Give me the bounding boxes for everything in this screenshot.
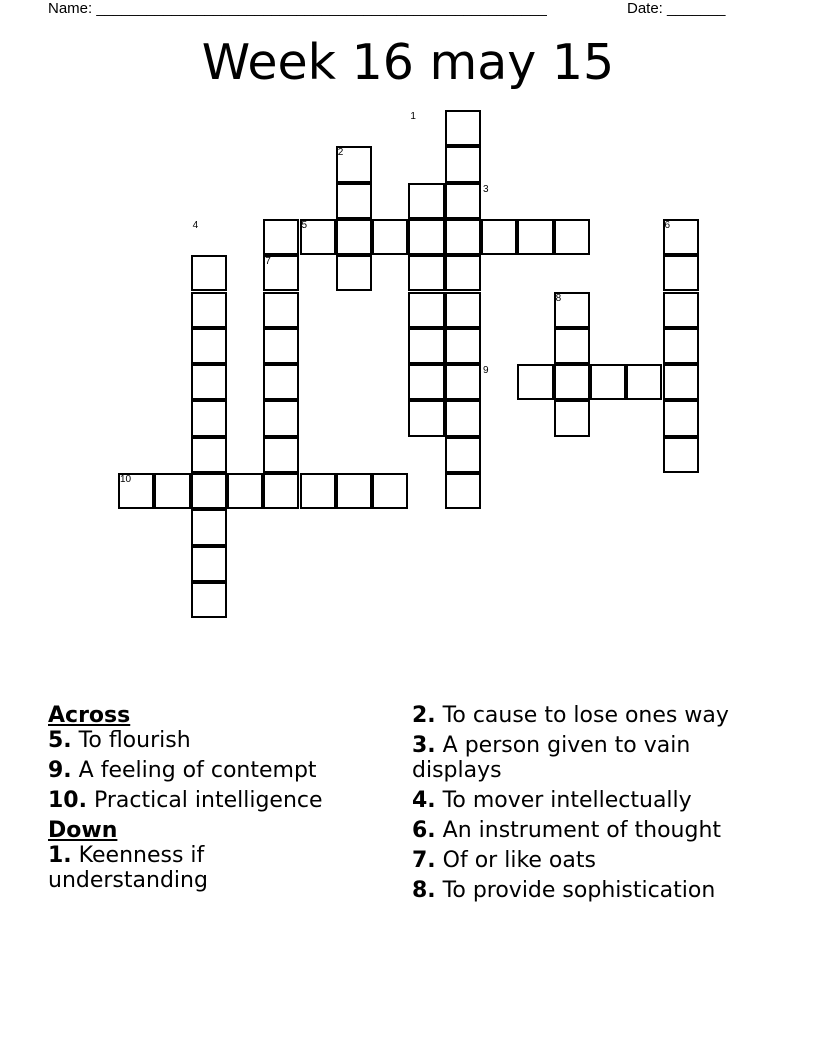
puzzle-title: Week 16 may 15 xyxy=(201,34,615,91)
clue-text: To mover intellectually xyxy=(435,788,692,813)
grid-cell[interactable] xyxy=(408,400,444,436)
grid-cell[interactable] xyxy=(263,328,299,364)
grid-cell[interactable] xyxy=(663,437,699,473)
grid-cell[interactable] xyxy=(191,255,227,291)
grid-cell[interactable] xyxy=(663,292,699,328)
grid-cell[interactable] xyxy=(191,400,227,436)
grid-cell[interactable] xyxy=(300,473,336,509)
grid-cell[interactable] xyxy=(336,183,372,219)
clue-number-5: 5 xyxy=(301,219,308,231)
clue-text: An instrument of thought xyxy=(435,818,722,843)
clue-text: To provide sophistication xyxy=(435,878,716,903)
across-heading: Across xyxy=(48,703,131,728)
down-clue-list-first xyxy=(48,843,368,893)
date-field-label: Date: _______ xyxy=(627,0,726,17)
clues-left-column xyxy=(48,703,368,898)
grid-cell[interactable] xyxy=(554,328,590,364)
grid-cell[interactable] xyxy=(191,473,227,509)
down-clue xyxy=(412,818,762,843)
grid-cell[interactable] xyxy=(626,364,662,400)
across-clue xyxy=(48,728,368,753)
grid-cell[interactable] xyxy=(336,219,372,255)
down-clue xyxy=(412,733,762,783)
clue-number-1: 1 xyxy=(410,111,416,122)
down-clue xyxy=(412,878,762,903)
grid-cell[interactable] xyxy=(408,292,444,328)
clue-number: 6. xyxy=(412,818,436,843)
grid-cell[interactable] xyxy=(445,364,481,400)
clue-number-10: 10 xyxy=(120,474,132,485)
grid-cell[interactable] xyxy=(445,473,481,509)
grid-cell[interactable] xyxy=(663,400,699,436)
down-clue xyxy=(412,848,762,873)
down-heading: Down xyxy=(48,818,118,843)
clue-number: 9. xyxy=(48,758,72,783)
name-field-label: Name: ______________________________________________________ xyxy=(48,0,547,17)
grid-cell[interactable] xyxy=(663,364,699,400)
grid-cell[interactable] xyxy=(663,255,699,291)
grid-cell[interactable] xyxy=(408,364,444,400)
clue-number-3: 3 xyxy=(483,183,489,195)
grid-cell[interactable] xyxy=(408,255,444,291)
grid-cell[interactable] xyxy=(191,546,227,582)
grid-cell[interactable] xyxy=(263,292,299,328)
grid-cell[interactable] xyxy=(408,219,444,255)
grid-cell[interactable] xyxy=(263,364,299,400)
clue-text: To cause to lose ones way xyxy=(435,703,729,728)
grid-cell[interactable] xyxy=(372,219,408,255)
clue-text: To flourish xyxy=(71,728,191,753)
grid-cell[interactable] xyxy=(336,473,372,509)
clue-number: 3. xyxy=(412,733,436,758)
clue-text: A person given to vain displays xyxy=(412,733,691,783)
grid-cell[interactable] xyxy=(191,328,227,364)
clue-number-8: 8 xyxy=(555,292,562,304)
grid-cell[interactable] xyxy=(445,292,481,328)
clue-number-4: 4 xyxy=(192,219,199,231)
grid-cell[interactable] xyxy=(554,400,590,436)
grid-cell[interactable] xyxy=(445,219,481,255)
down-clue-list-second xyxy=(412,703,762,903)
across-clue xyxy=(48,788,368,813)
clue-number: 2. xyxy=(412,703,436,728)
grid-cell[interactable] xyxy=(517,219,553,255)
grid-cell[interactable] xyxy=(154,473,190,509)
grid-cell[interactable] xyxy=(408,328,444,364)
grid-cell[interactable] xyxy=(191,437,227,473)
clue-number-2: 2 xyxy=(337,147,344,159)
down-clue xyxy=(412,788,762,813)
grid-cell[interactable] xyxy=(445,437,481,473)
grid-cell[interactable] xyxy=(263,473,299,509)
down-clue xyxy=(412,703,762,728)
grid-cell[interactable] xyxy=(445,255,481,291)
clue-text: Practical intelligence xyxy=(86,788,323,813)
grid-cell[interactable] xyxy=(408,183,444,219)
clue-number: 4. xyxy=(412,788,436,813)
clue-text: Of or like oats xyxy=(435,848,596,873)
grid-cell[interactable] xyxy=(445,110,481,146)
clue-number: 5. xyxy=(48,728,72,753)
grid-cell[interactable] xyxy=(336,255,372,291)
clue-number-7: 7 xyxy=(265,256,271,268)
grid-cell[interactable] xyxy=(445,400,481,436)
grid-cell[interactable] xyxy=(191,364,227,400)
clue-number: 1. xyxy=(48,843,72,868)
grid-cell[interactable] xyxy=(517,364,553,400)
across-clue-list xyxy=(48,728,368,813)
grid-cell[interactable] xyxy=(263,219,299,255)
clue-number: 8. xyxy=(412,878,436,903)
grid-cell[interactable] xyxy=(554,364,590,400)
grid-cell[interactable] xyxy=(445,183,481,219)
clues-right-column xyxy=(412,703,762,908)
grid-cell[interactable] xyxy=(554,219,590,255)
grid-cell[interactable] xyxy=(481,219,517,255)
grid-cell[interactable] xyxy=(191,509,227,545)
clue-number-9: 9 xyxy=(483,365,489,377)
clue-number: 7. xyxy=(412,848,436,873)
grid-cell[interactable] xyxy=(590,364,626,400)
grid-cell[interactable] xyxy=(445,328,481,364)
clue-number: 10. xyxy=(48,788,87,813)
clue-text: A feeling of contempt xyxy=(71,758,317,783)
grid-cell[interactable] xyxy=(191,582,227,618)
across-clue xyxy=(48,758,368,783)
clue-number-6: 6 xyxy=(664,219,671,231)
down-clue xyxy=(48,843,368,893)
grid-cell[interactable] xyxy=(663,328,699,364)
grid-cell[interactable] xyxy=(191,292,227,328)
grid-cell[interactable] xyxy=(372,473,408,509)
grid-cell[interactable] xyxy=(445,146,481,182)
grid-cell[interactable] xyxy=(227,473,263,509)
grid-cell[interactable] xyxy=(263,437,299,473)
grid-cell[interactable] xyxy=(263,400,299,436)
clue-text: Keenness if understanding xyxy=(48,843,208,893)
